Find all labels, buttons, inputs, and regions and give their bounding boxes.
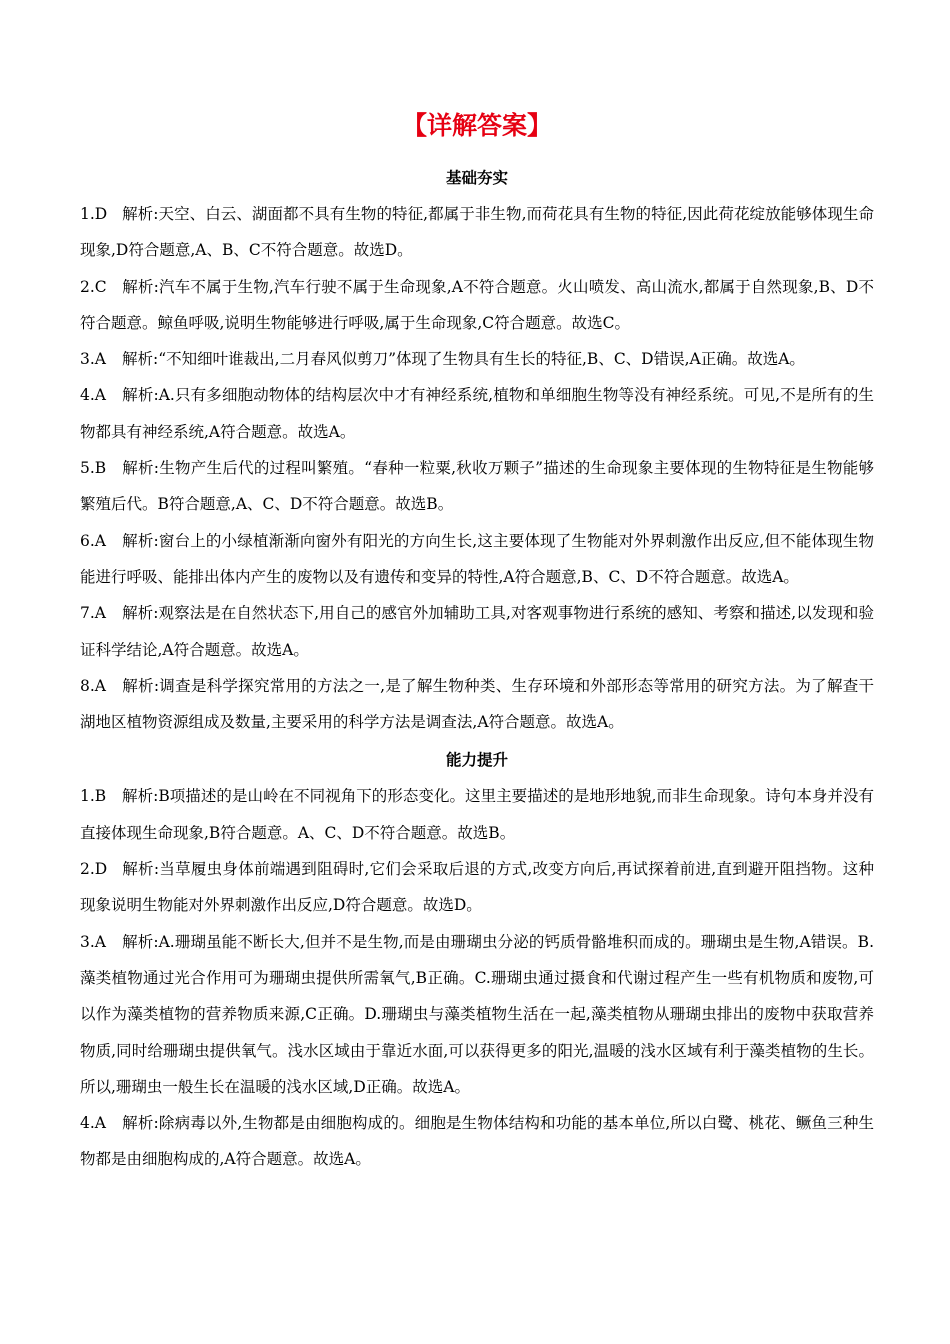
- answer-number: 5.B: [80, 459, 107, 478]
- answer-number: 1.D: [80, 205, 108, 223]
- answer-number: 7.A: [80, 604, 106, 623]
- answer-item: [80, 924, 874, 1105]
- answer-text: 解析:观察法是在自然状态下,用自己的感官外加辅助工具,对客观事物进行系统的感知、考察和描述,以发现和验证科学结论,A符合题意。故选A。: [80, 604, 874, 659]
- answer-item: [80, 595, 874, 668]
- answer-item: [80, 668, 874, 741]
- answer-text: 解析:调查是科学探究常用的方法之一,是了解生物种类、生存环境和外部形态等常用的研究方法。为了解查干湖地区植物资源组成及数量,主要采用的科学方法是调查法,A符合题意。故选A。: [80, 676, 874, 732]
- answer-text: 解析:当草履虫身体前端遇到阻碍时,它们会采取后退的方式,改变方向后,再试探着前进,直到避开阻挡物。这种现象说明生物能对外界刺激作出反应,D符合题意。故选D。: [80, 860, 874, 915]
- answer-number: 2.C: [80, 277, 107, 296]
- answer-item: [80, 377, 874, 450]
- answer-item: [80, 341, 874, 377]
- answer-text: 解析:窗台上的小绿植渐渐向窗外有阳光的方向生长,这主要体现了生物能对外界刺激作出反应,但不能体现生物能进行呼吸、能排出体内产生的废物以及有遗传和变异的特性,A符合题意,B、C、D不符合题意。故选A。: [80, 531, 874, 586]
- answer-text: 解析:天空、白云、湖面都不具有生物的特征,都属于非生物,而荷花具有生物的特征,因此荷花绽放能够体现生命现象,D符合题意,A、B、C不符合题意。故选D。: [80, 205, 874, 260]
- answer-number: 3.A: [80, 350, 106, 369]
- answer-item: [80, 778, 874, 851]
- answer-number: 1.B: [80, 787, 107, 806]
- section-basic: [80, 160, 874, 740]
- answer-document: [80, 106, 874, 1178]
- answer-number: 4.A: [80, 1114, 106, 1133]
- answer-item: [80, 269, 874, 342]
- answer-text: 解析:除病毒以外,生物都是由细胞构成的。细胞是生物体结构和功能的基本单位,所以白鹭、桃花、鳜鱼三种生物都是由细胞构成的,A符合题意。故选A。: [80, 1114, 874, 1169]
- answer-item: [80, 450, 874, 523]
- answer-text: 解析:B项描述的是山岭在不同视角下的形态变化。这里主要描述的是地形地貌,而非生命现象。诗句本身并没有直接体现生命现象,B符合题意。A、C、D不符合题意。故选B。: [80, 787, 874, 842]
- answer-item: [80, 1105, 874, 1178]
- answer-number: 8.A: [80, 676, 106, 695]
- answer-item: [80, 523, 874, 596]
- answer-number: 3.A: [80, 932, 106, 951]
- answer-text: 解析:生物产生后代的过程叫繁殖。“春种一粒粟,秋收万颗子”描述的生命现象主要体现的生物特征是生物能够繁殖后代。B符合题意,A、C、D不符合题意。故选B。: [80, 459, 874, 514]
- answer-number: 4.A: [80, 386, 106, 405]
- answer-text: 解析:A.只有多细胞动物体的结构层次中才有神经系统,植物和单细胞生物等没有神经系统。可见,不是所有的生物都具有神经系统,A符合题意。故选A。: [80, 386, 874, 441]
- answer-text: 解析:“不知细叶谁裁出,二月春风似剪刀”体现了生物具有生长的特征,B、C、D错误,A正确。故选A。: [122, 350, 805, 369]
- section-heading-basic: 基础夯实: [445, 169, 508, 187]
- answer-item: [80, 196, 874, 269]
- answer-number: 6.A: [80, 531, 106, 550]
- document-title: 【详解答案】: [401, 111, 552, 140]
- answer-item: [80, 851, 874, 924]
- answer-number: 2.D: [80, 860, 108, 879]
- answer-text: 解析:汽车不属于生物,汽车行驶不属于生命现象,A不符合题意。火山喷发、高山流水,都属于自然现象,B、D不符合题意。鲸鱼呼吸,说明生物能够进行呼吸,属于生命现象,C符合题意。故选C。: [80, 277, 874, 332]
- section-advanced: [80, 742, 874, 1177]
- section-heading-advanced: 能力提升: [445, 751, 508, 770]
- answer-text: 解析:A.珊瑚虽能不断长大,但并不是生物,而是由珊瑚虫分泌的钙质骨骼堆积而成的。珊瑚虫是生物,A错误。B.藻类植物通过光合作用可为珊瑚虫提供所需氧气,B正确。C.珊瑚虫通过摄食和代谢过程产生一些有机物质和废物,可以作为藻类植物的营养物质来源,C正确。D.珊瑚虫与藻类植物生活在一起,藻类植物从珊瑚虫排出的废物中获取营养物质,同时给珊瑚虫提供氧气。浅水区域由于靠近水面,可以获得更多的阳光,温暖的浅水区域有利于藻类植物的生长。所以,珊瑚虫一般生长在温暖的浅水区域,D正确。故选A。: [80, 932, 874, 1096]
